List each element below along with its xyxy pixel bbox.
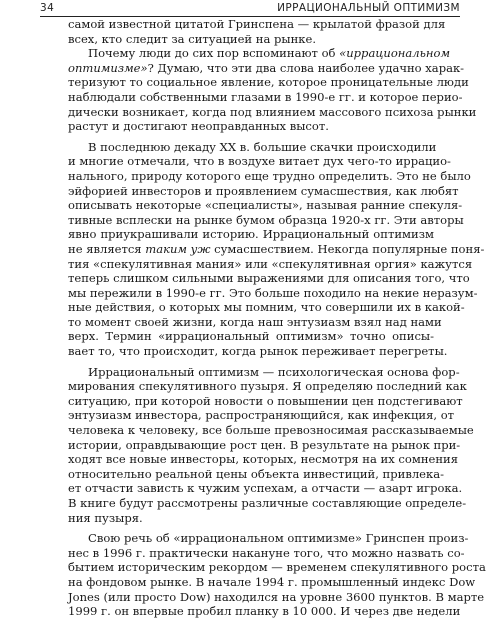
text-line: верх. Термин «иррациональный оптимизм» точно описы- [68,329,434,344]
text-line: эйфорией инвесторов и проявлением сумасшествия, как любят [68,183,459,198]
text-line: Jones (или просто Dow) находился на уровне 3600 пунктов. В марте [68,589,485,604]
page-number: 34 [40,2,55,14]
text-line: мы пережили в 1990-е гг. Это больше походило на некие неразум- [68,285,478,300]
text-line: мирования спекулятивного пузыря. Я определяю последний как [68,379,467,394]
text-line: описывать некоторые «специалисты», называя ранние спекуля- [68,198,463,213]
text-line: явно приукрашивали историю. Иррациональный оптимизм [68,227,434,242]
text-line: теризуют то социальное явление, которое проницательные люди [68,75,469,90]
text-line: самой известной цитатой Гринспена — крылатой фразой для [68,17,446,31]
text-line: оптимизме»? Думаю, что эти два слова наиболее удачно харак- [68,60,465,75]
text-line: растут и достигают неоправданных высот. [68,119,329,134]
text-line: ситуацию, при которой новости о повышении цен подстегивают [68,393,463,408]
text-line: энтузиазм инвестора, распространяющийся, как инфекция, от [68,408,455,423]
page-body [68,17,486,619]
text-line: не является таким уж сумасшествием. Некогда популярные поня- [68,241,485,256]
text-line: и многие отмечали, что в воздухе витает дух чего-то иррацио- [68,154,451,169]
text-line: на фондовом рынке. В начале 1994 г. промышленный индекс Dow [68,574,476,589]
text-line: ходят все новые инвесторы, которых, несмотря на их сомнения [68,452,459,467]
running-header [40,2,460,17]
running-title: ИРРАЦИОНАЛЬНЫЙ ОПТИМИЗМ [277,2,460,14]
text-line: истории, оправдывающие рост цен. В результате на рынок при- [68,437,461,452]
text-line: ет отчасти зависть к чужим успехам, а отчасти — азарт игрока. [68,481,463,496]
text-line: дически возникает, когда под влиянием массового психоза рынки [68,104,477,119]
text-line: Почему люди до сих пор вспоминают об «иррациональном [88,46,451,61]
text-line: нального, природу которого еще трудно определить. Это не было [68,168,471,183]
text-line: Иррациональный оптимизм — психологическая основа фор- [88,364,460,379]
text-line: наблюдали собственными глазами в 1990-е гг. и которое перио- [68,89,463,104]
text-line: 1999 г. он впервые пробил планку в 10 000. И через две недели [68,604,461,619]
paragraph-3 [68,139,485,359]
text-line: то момент своей жизни, когда наш энтузиазм взял над нами [68,314,442,329]
text-line: В книге будут рассмотрены различные составляющие определе- [68,496,467,510]
text-line: вает то, что происходит, когда рынок переживает перегреты. [68,344,448,359]
text-line: тия «спекулятивная мания» или «спекулятивная оргия» кажутся [68,256,473,271]
text-line: теперь слишком сильными выражениями для описания того, что [68,271,470,286]
paragraph-1 [68,17,446,46]
paragraph-2 [68,46,477,134]
text-line: нес в 1996 г. практически накануне того, что можно назвать со- [68,545,465,560]
text-line: ные действия, о которых мы помним, что совершили их в какой- [68,300,465,315]
text-line: человека к человеку, все больше превозносимая рассказываемые [68,423,474,438]
text-line: бытием историческим рекордом — временем спекулятивного роста [68,560,486,575]
text-line: ния пузыря. [68,510,143,525]
text-line: относительно реальной цены объекта инвестиций, привлека- [68,466,445,481]
text-line: Свою речь об «иррациональном оптимизме» Гринспен произ- [88,531,469,546]
paragraph-5 [68,531,486,619]
paragraph-4 [68,364,474,526]
text-line: тивные всплески на рынке бумом образца 1920-х гг. Эти авторы [68,212,464,227]
text-line: всех, кто следит за ситуацией на рынке. [68,31,317,46]
text-line: В последнюю декаду XX в. большие скачки происходили [88,139,437,154]
